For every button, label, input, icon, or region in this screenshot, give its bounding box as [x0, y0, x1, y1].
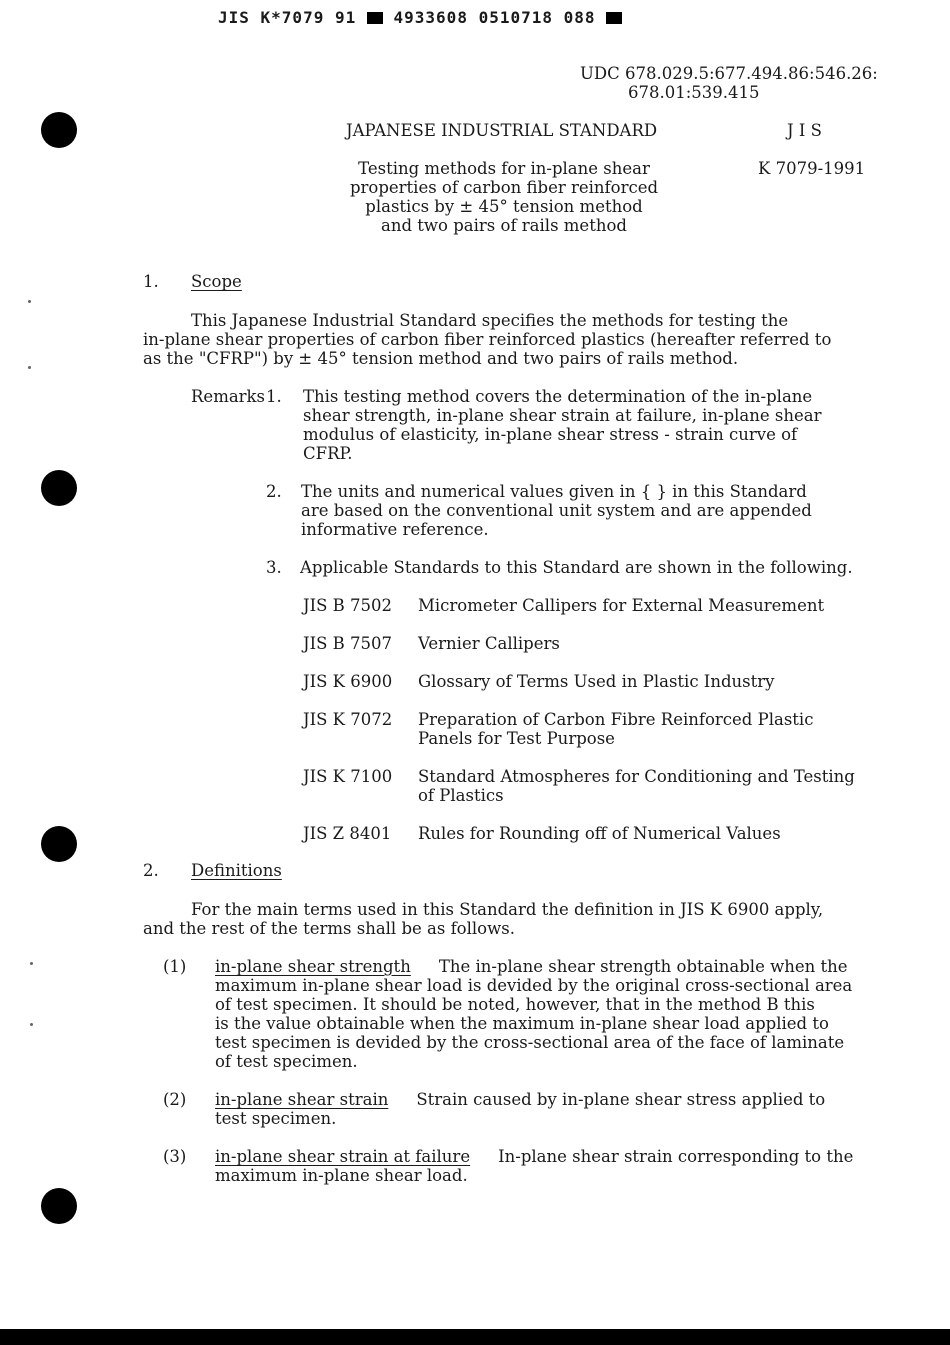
standard-number: K 7079-1991 [758, 159, 866, 178]
definition-line: maximum in-plane shear load is devided by the original cross-sectional area [215, 976, 853, 995]
standard-title-line: of Plastics [418, 786, 504, 805]
scan-header-code: JIS K*7079 91 [218, 8, 357, 27]
remark-number: 2. [266, 482, 282, 501]
definition-line: test specimen is devided by the cross-sectional area of the face of laminate [215, 1033, 845, 1052]
definition-line: is the value obtainable when the maximum in-plane shear load applied to [215, 1014, 829, 1033]
standard-title: Vernier Callipers [418, 634, 560, 653]
definition-text: The in-plane shear strength obtainable when the [438, 957, 848, 976]
remark-line: The units and numerical values given in { } in this Standard [301, 482, 807, 501]
para-line: This Japanese Industrial Standard specifies the methods for testing the [191, 311, 789, 330]
title-line: plastics by ± 45° tension method [365, 197, 643, 216]
scan-speck [30, 962, 33, 965]
remark-line: informative reference. [301, 520, 489, 539]
definition-line: maximum in-plane shear load. [215, 1166, 468, 1185]
definition-term: in-plane shear strain at failure [215, 1147, 471, 1166]
section-1-number: 1. [143, 272, 159, 291]
standard-code: JIS B 7507 [303, 634, 393, 653]
definition-number: (2) [163, 1090, 187, 1109]
definition-number: (1) [163, 957, 187, 976]
section-2-number: 2. [143, 861, 159, 880]
scan-block-mark [367, 12, 383, 24]
udc-line-2: 678.01:539.415 [628, 83, 760, 102]
standard-code: JIS B 7502 [303, 596, 393, 615]
remark-number: 3. [266, 558, 282, 577]
definition-1 [215, 957, 852, 1071]
title-line: properties of carbon fiber reinforced [349, 178, 659, 197]
para-line: in-plane shear properties of carbon fiber reinforced plastics (hereafter referred to [143, 330, 832, 349]
remarks-label: Remarks [191, 387, 266, 406]
section-1-heading: Scope [191, 272, 242, 291]
punch-hole [41, 112, 77, 148]
scan-block-mark [606, 12, 622, 24]
definition-term: in-plane shear strain [215, 1090, 389, 1109]
standard-name: JAPANESE INDUSTRIAL STANDARD [346, 121, 658, 140]
standard-code: JIS Z 8401 [303, 824, 392, 843]
definition-2 [215, 1090, 825, 1128]
punch-hole [41, 1188, 77, 1224]
standard-title [418, 767, 855, 805]
remark-line: This testing method covers the determination of the in-plane [303, 387, 813, 406]
punch-hole [41, 826, 77, 862]
definition-line: of test specimen. It should be noted, however, that in the method B this [215, 995, 815, 1014]
punch-hole [41, 470, 77, 506]
scan-bottom-edge [0, 1329, 950, 1345]
standard-title-line: Preparation of Carbon Fibre Reinforced Plastic [418, 710, 814, 729]
remark-line: modulus of elasticity, in-plane shear stress - strain curve of [303, 425, 798, 444]
standard-title-line: Panels for Test Purpose [418, 729, 615, 748]
definition-3 [215, 1147, 853, 1185]
section-2-heading: Definitions [191, 861, 282, 880]
standard-title: Rules for Rounding off of Numerical Values [418, 824, 781, 843]
scan-header-serial: 4933608 0510718 088 [393, 8, 596, 27]
definition-term: in-plane shear strength [215, 957, 411, 976]
para-line: as the "CFRP") by ± 45° tension method and two pairs of rails method. [143, 349, 739, 368]
definition-line: of test specimen. [215, 1052, 358, 1071]
title-line: and two pairs of rails method [381, 216, 627, 235]
scan-speck [30, 1023, 33, 1026]
remark-line: are based on the conventional unit system and are appended [301, 501, 812, 520]
title-line: Testing methods for in-plane shear [358, 159, 650, 178]
para-line: and the rest of the terms shall be as follows. [143, 919, 515, 938]
document-title [330, 159, 678, 235]
remark-number: 1. [266, 387, 282, 406]
standard-code: JIS K 7100 [303, 767, 393, 786]
standard-title: Micrometer Callipers for External Measurement [418, 596, 825, 615]
definition-line: test specimen. [215, 1109, 337, 1128]
remark-line: Applicable Standards to this Standard are shown in the following. [300, 558, 853, 577]
udc-line-1: UDC 678.029.5:677.494.86:546.26: [580, 64, 878, 83]
scan-speck [28, 300, 31, 303]
remark-line: shear strength, in-plane shear strain at failure, in-plane shear [303, 406, 822, 425]
definition-text: In-plane shear strain corresponding to the [498, 1147, 854, 1166]
remark-1-text [303, 387, 821, 463]
remark-line: CFRP. [303, 444, 353, 463]
standard-title-line: Standard Atmospheres for Conditioning and Testing [418, 767, 855, 786]
scan-speck [28, 366, 31, 369]
para-line: For the main terms used in this Standard the definition in JIS K 6900 apply, [191, 900, 824, 919]
standard-code: JIS K 6900 [303, 672, 393, 691]
standard-title: Glossary of Terms Used in Plastic Industry [418, 672, 775, 691]
jis-mark: J I S [787, 121, 822, 140]
section-1-paragraph [143, 311, 831, 368]
definition-number: (3) [163, 1147, 187, 1166]
standard-code: JIS K 7072 [303, 710, 393, 729]
scan-header [218, 8, 622, 27]
remark-2-text [301, 482, 812, 539]
definition-text: Strain caused by in-plane shear stress applied to [416, 1090, 826, 1109]
section-2-paragraph [143, 900, 823, 938]
standard-title [418, 710, 813, 748]
